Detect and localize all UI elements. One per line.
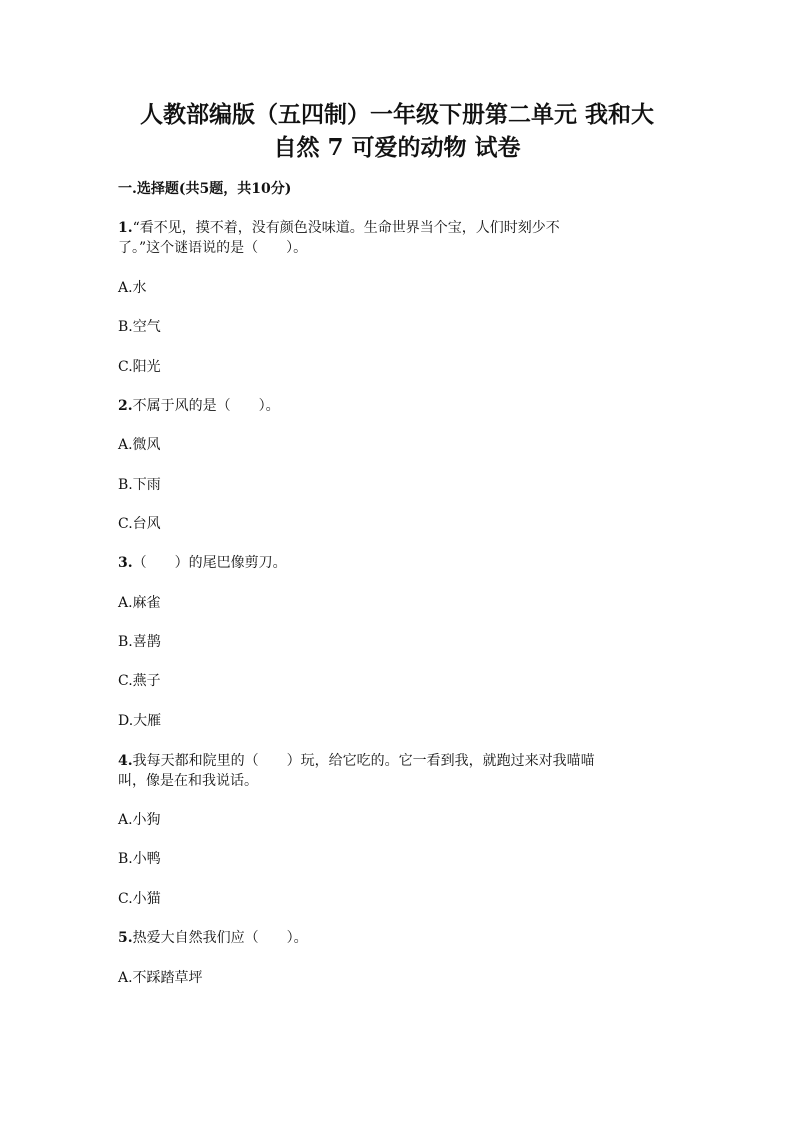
question-2-option-c: C.台风 bbox=[118, 516, 161, 532]
question-text: “看不见，摸不着，没有颜色没味道。生命世界当个宝，人们时刻少不 bbox=[132, 220, 560, 236]
question-5-line-1 bbox=[118, 928, 678, 948]
question-number: 5. bbox=[118, 930, 133, 946]
question-text: 我每天都和院里的（ ）玩，给它吃的。它一看到我，就跑过来对我喵喵 bbox=[132, 753, 595, 769]
question-number: 4. bbox=[118, 753, 133, 769]
question-5-option-a: A.不踩踏草坪 bbox=[118, 970, 203, 986]
question-4-option-a: A.小狗 bbox=[118, 812, 161, 828]
question-1-line-1 bbox=[118, 218, 678, 238]
question-2-option-a: A.微风 bbox=[118, 437, 161, 453]
question-2-option-b: B.下雨 bbox=[118, 477, 161, 493]
question-3-option-b: B.喜鹊 bbox=[118, 634, 161, 650]
question-1-option-a: A.水 bbox=[118, 280, 147, 296]
question-4-option-b: B.小鸭 bbox=[118, 851, 161, 867]
question-1-option-c: C.阳光 bbox=[118, 359, 161, 375]
question-4-option-c: C.小猫 bbox=[118, 891, 161, 907]
question-number: 2. bbox=[118, 398, 133, 414]
question-2-line-1 bbox=[118, 396, 678, 416]
question-text: 热爱大自然我们应（ ）。 bbox=[132, 930, 308, 946]
section-heading: 一.选择题(共5题，共10分) bbox=[118, 181, 292, 197]
question-3-option-d: D.大雁 bbox=[118, 713, 162, 729]
question-4-line-2: 叫，像是在和我说话。 bbox=[118, 773, 258, 789]
question-number: 3. bbox=[118, 555, 133, 571]
title-line-2: 自然 7 可爱的动物 试卷 bbox=[273, 134, 521, 161]
question-4-line-1 bbox=[118, 751, 678, 771]
question-number: 1. bbox=[118, 220, 133, 236]
title-line-1: 人教部编版（五四制）一年级下册第二单元 我和大 bbox=[139, 101, 654, 128]
question-3-option-a: A.麻雀 bbox=[118, 595, 161, 611]
question-text: （ ）的尾巴像剪刀。 bbox=[132, 555, 287, 571]
question-text: 不属于风的是（ ）。 bbox=[132, 398, 280, 414]
question-3-line-1 bbox=[118, 553, 678, 573]
question-3-option-c: C.燕子 bbox=[118, 673, 161, 689]
document-title bbox=[118, 98, 676, 164]
question-1-line-2: 了。”这个谜语说的是（ ）。 bbox=[118, 240, 308, 256]
question-1-option-b: B.空气 bbox=[118, 319, 161, 335]
